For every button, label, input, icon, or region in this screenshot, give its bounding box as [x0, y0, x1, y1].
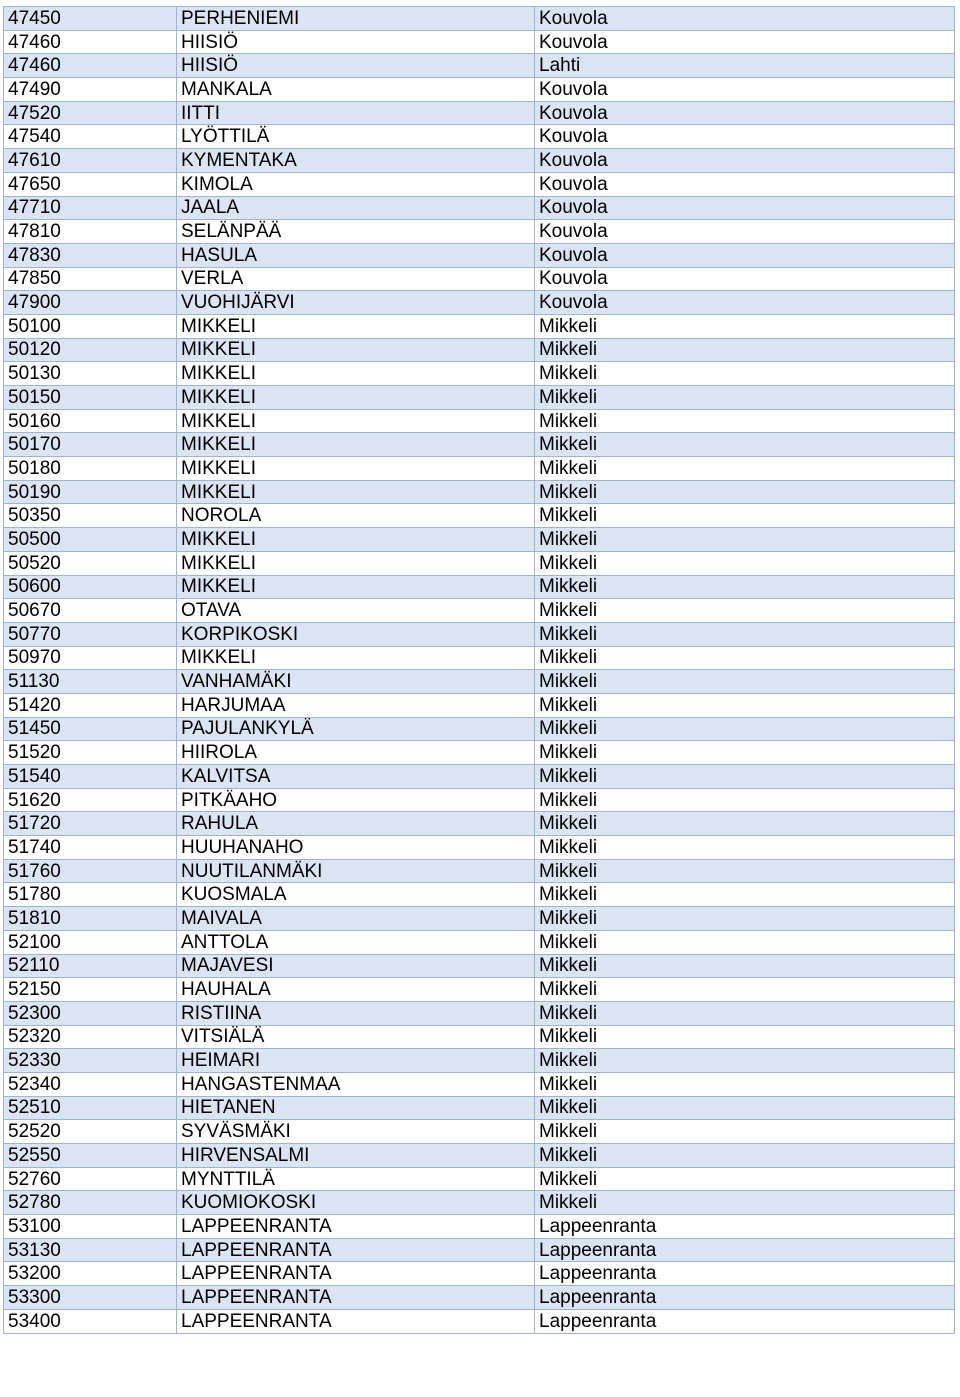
postal-code-cell: 47610 — [4, 149, 177, 173]
locality-cell: SELÄNPÄÄ — [177, 220, 535, 244]
postal-code-cell: 52510 — [4, 1096, 177, 1120]
region-cell: Mikkeli — [535, 386, 955, 410]
region-cell: Mikkeli — [535, 1120, 955, 1144]
table-row — [4, 646, 955, 670]
table-row — [4, 291, 955, 315]
region-cell: Mikkeli — [535, 693, 955, 717]
table-row — [4, 741, 955, 765]
region-cell: Mikkeli — [535, 599, 955, 623]
postal-code-cell: 53130 — [4, 1238, 177, 1262]
locality-cell: JAALA — [177, 196, 535, 220]
postal-code-cell: 50600 — [4, 575, 177, 599]
table-row — [4, 1144, 955, 1168]
table-row — [4, 409, 955, 433]
table-row — [4, 788, 955, 812]
postal-code-cell: 47900 — [4, 291, 177, 315]
postal-code-cell: 51420 — [4, 693, 177, 717]
locality-cell: HIIROLA — [177, 741, 535, 765]
table-row — [4, 1025, 955, 1049]
locality-cell: MIKKELI — [177, 551, 535, 575]
table-row — [4, 765, 955, 789]
table-row — [4, 622, 955, 646]
table-row — [4, 78, 955, 102]
postal-code-cell: 52550 — [4, 1144, 177, 1168]
table-row — [4, 101, 955, 125]
postal-code-cell: 51130 — [4, 670, 177, 694]
table-row — [4, 386, 955, 410]
postal-code-cell: 52300 — [4, 1001, 177, 1025]
postal-code-cell: 51520 — [4, 741, 177, 765]
locality-cell: MAIVALA — [177, 907, 535, 931]
table-row — [4, 1072, 955, 1096]
table-row — [4, 1238, 955, 1262]
locality-cell: KIMOLA — [177, 172, 535, 196]
region-cell: Mikkeli — [535, 528, 955, 552]
region-cell: Kouvola — [535, 243, 955, 267]
table-row — [4, 504, 955, 528]
locality-cell: RAHULA — [177, 812, 535, 836]
locality-cell: MANKALA — [177, 78, 535, 102]
locality-cell: MIKKELI — [177, 457, 535, 481]
locality-cell: KYMENTAKA — [177, 149, 535, 173]
table-row — [4, 480, 955, 504]
region-cell: Mikkeli — [535, 859, 955, 883]
table-row — [4, 954, 955, 978]
region-cell: Mikkeli — [535, 812, 955, 836]
postal-code-cell: 52780 — [4, 1191, 177, 1215]
postal-code-cell: 47850 — [4, 267, 177, 291]
locality-cell: PERHENIEMI — [177, 7, 535, 31]
locality-cell: HIETANEN — [177, 1096, 535, 1120]
postal-code-cell: 51740 — [4, 836, 177, 860]
table-row — [4, 362, 955, 386]
locality-cell: LAPPEENRANTA — [177, 1215, 535, 1239]
postal-code-cell: 47490 — [4, 78, 177, 102]
locality-cell: OTAVA — [177, 599, 535, 623]
region-cell: Mikkeli — [535, 717, 955, 741]
table-row — [4, 267, 955, 291]
postal-code-cell: 50150 — [4, 386, 177, 410]
table-row — [4, 1049, 955, 1073]
postal-code-cell: 47450 — [4, 7, 177, 31]
locality-cell: HIISIÖ — [177, 30, 535, 54]
table-row — [4, 1096, 955, 1120]
locality-cell: HANGASTENMAA — [177, 1072, 535, 1096]
region-cell: Kouvola — [535, 149, 955, 173]
postal-code-cell: 50100 — [4, 314, 177, 338]
postal-code-cell: 52330 — [4, 1049, 177, 1073]
postal-code-cell: 50500 — [4, 528, 177, 552]
postal-code-cell: 50170 — [4, 433, 177, 457]
locality-cell: NUUTILANMÄKI — [177, 859, 535, 883]
locality-cell: MAJAVESI — [177, 954, 535, 978]
table-row — [4, 575, 955, 599]
table-row — [4, 836, 955, 860]
postal-code-cell: 51620 — [4, 788, 177, 812]
postal-code-cell: 53200 — [4, 1262, 177, 1286]
table-row — [4, 1001, 955, 1025]
table-row — [4, 149, 955, 173]
postal-code-cell: 47540 — [4, 125, 177, 149]
postal-code-cell: 47810 — [4, 220, 177, 244]
table-row — [4, 220, 955, 244]
postal-code-cell: 53400 — [4, 1309, 177, 1333]
postal-code-cell: 51450 — [4, 717, 177, 741]
postal-code-cell: 50130 — [4, 362, 177, 386]
table-row — [4, 693, 955, 717]
postal-code-cell: 47460 — [4, 54, 177, 78]
region-cell: Kouvola — [535, 7, 955, 31]
locality-cell: HIISIÖ — [177, 54, 535, 78]
region-cell: Kouvola — [535, 101, 955, 125]
postal-code-cell: 50120 — [4, 338, 177, 362]
locality-cell: MIKKELI — [177, 480, 535, 504]
table-row — [4, 1215, 955, 1239]
region-cell: Kouvola — [535, 267, 955, 291]
locality-cell: MIKKELI — [177, 314, 535, 338]
region-cell: Mikkeli — [535, 362, 955, 386]
region-cell: Kouvola — [535, 196, 955, 220]
locality-cell: MIKKELI — [177, 433, 535, 457]
postal-code-cell: 51720 — [4, 812, 177, 836]
postal-code-cell: 50670 — [4, 599, 177, 623]
region-cell: Mikkeli — [535, 622, 955, 646]
postal-code-cell: 51780 — [4, 883, 177, 907]
locality-cell: SYVÄSMÄKI — [177, 1120, 535, 1144]
region-cell: Mikkeli — [535, 883, 955, 907]
region-cell: Kouvola — [535, 125, 955, 149]
postal-code-cell: 50970 — [4, 646, 177, 670]
table-row — [4, 1167, 955, 1191]
region-cell: Lappeenranta — [535, 1309, 955, 1333]
table-row — [4, 978, 955, 1002]
table-row — [4, 7, 955, 31]
locality-cell: HAUHALA — [177, 978, 535, 1002]
locality-cell: PAJULANKYLÄ — [177, 717, 535, 741]
table-row — [4, 54, 955, 78]
locality-cell: HEIMARI — [177, 1049, 535, 1073]
region-cell: Mikkeli — [535, 338, 955, 362]
postal-code-cell: 52760 — [4, 1167, 177, 1191]
region-cell: Mikkeli — [535, 1025, 955, 1049]
postal-code-cell: 52340 — [4, 1072, 177, 1096]
postal-code-cell: 47650 — [4, 172, 177, 196]
region-cell: Mikkeli — [535, 409, 955, 433]
locality-cell: PITKÄAHO — [177, 788, 535, 812]
locality-cell: HIRVENSALMI — [177, 1144, 535, 1168]
postal-code-cell: 52110 — [4, 954, 177, 978]
locality-cell: RISTIINA — [177, 1001, 535, 1025]
locality-cell: LAPPEENRANTA — [177, 1262, 535, 1286]
locality-cell: HASULA — [177, 243, 535, 267]
postal-code-cell: 47460 — [4, 30, 177, 54]
postal-code-cell: 50160 — [4, 409, 177, 433]
region-cell: Lappeenranta — [535, 1238, 955, 1262]
postal-code-cell: 47830 — [4, 243, 177, 267]
region-cell: Lappeenranta — [535, 1286, 955, 1310]
table-row — [4, 243, 955, 267]
postal-code-cell: 50190 — [4, 480, 177, 504]
region-cell: Mikkeli — [535, 504, 955, 528]
locality-cell: LYÖTTILÄ — [177, 125, 535, 149]
region-cell: Mikkeli — [535, 1167, 955, 1191]
region-cell: Mikkeli — [535, 314, 955, 338]
region-cell: Mikkeli — [535, 907, 955, 931]
postal-code-cell: 51760 — [4, 859, 177, 883]
table-row — [4, 1286, 955, 1310]
table-row — [4, 528, 955, 552]
locality-cell: HUUHANAHO — [177, 836, 535, 860]
locality-cell: MIKKELI — [177, 646, 535, 670]
region-cell: Mikkeli — [535, 575, 955, 599]
region-cell: Mikkeli — [535, 433, 955, 457]
region-cell: Kouvola — [535, 30, 955, 54]
table-row — [4, 338, 955, 362]
table-row — [4, 812, 955, 836]
locality-cell: KUOMIOKOSKI — [177, 1191, 535, 1215]
table-row — [4, 433, 955, 457]
table-row — [4, 1120, 955, 1144]
locality-cell: MIKKELI — [177, 575, 535, 599]
locality-cell: MYNTTILÄ — [177, 1167, 535, 1191]
postal-code-table — [3, 6, 955, 1334]
region-cell: Mikkeli — [535, 457, 955, 481]
locality-cell: ANTTOLA — [177, 930, 535, 954]
table-row — [4, 883, 955, 907]
postal-code-cell: 52100 — [4, 930, 177, 954]
table-row — [4, 172, 955, 196]
postal-code-cell: 50180 — [4, 457, 177, 481]
locality-cell: VITSIÄLÄ — [177, 1025, 535, 1049]
region-cell: Mikkeli — [535, 646, 955, 670]
table-row — [4, 30, 955, 54]
region-cell: Lappeenranta — [535, 1262, 955, 1286]
postal-code-table-body — [4, 7, 955, 1334]
postal-code-cell: 47520 — [4, 101, 177, 125]
locality-cell: MIKKELI — [177, 386, 535, 410]
postal-code-cell: 47710 — [4, 196, 177, 220]
table-row — [4, 125, 955, 149]
region-cell: Mikkeli — [535, 930, 955, 954]
table-row — [4, 196, 955, 220]
postal-code-cell: 50770 — [4, 622, 177, 646]
table-row — [4, 551, 955, 575]
region-cell: Mikkeli — [535, 836, 955, 860]
region-cell: Mikkeli — [535, 670, 955, 694]
table-row — [4, 599, 955, 623]
locality-cell: KALVITSA — [177, 765, 535, 789]
region-cell: Mikkeli — [535, 765, 955, 789]
region-cell: Kouvola — [535, 220, 955, 244]
locality-cell: HARJUMAA — [177, 693, 535, 717]
region-cell: Kouvola — [535, 291, 955, 315]
table-row — [4, 907, 955, 931]
locality-cell: LAPPEENRANTA — [177, 1238, 535, 1262]
locality-cell: MIKKELI — [177, 528, 535, 552]
region-cell: Kouvola — [535, 172, 955, 196]
region-cell: Mikkeli — [535, 1191, 955, 1215]
locality-cell: MIKKELI — [177, 409, 535, 433]
postal-code-cell: 52320 — [4, 1025, 177, 1049]
postal-code-cell: 53300 — [4, 1286, 177, 1310]
postal-code-cell: 52520 — [4, 1120, 177, 1144]
region-cell: Mikkeli — [535, 788, 955, 812]
postal-code-cell: 50520 — [4, 551, 177, 575]
postal-code-cell: 52150 — [4, 978, 177, 1002]
table-row — [4, 1191, 955, 1215]
region-cell: Mikkeli — [535, 480, 955, 504]
region-cell: Mikkeli — [535, 551, 955, 575]
region-cell: Mikkeli — [535, 1001, 955, 1025]
locality-cell: MIKKELI — [177, 338, 535, 362]
postal-code-cell: 50350 — [4, 504, 177, 528]
table-row — [4, 457, 955, 481]
locality-cell: NOROLA — [177, 504, 535, 528]
locality-cell: VANHAMÄKI — [177, 670, 535, 694]
region-cell: Mikkeli — [535, 954, 955, 978]
locality-cell: MIKKELI — [177, 362, 535, 386]
region-cell: Mikkeli — [535, 1096, 955, 1120]
region-cell: Mikkeli — [535, 1144, 955, 1168]
locality-cell: KUOSMALA — [177, 883, 535, 907]
region-cell: Mikkeli — [535, 1049, 955, 1073]
locality-cell: VUOHIJÄRVI — [177, 291, 535, 315]
region-cell: Lappeenranta — [535, 1215, 955, 1239]
table-row — [4, 859, 955, 883]
region-cell: Kouvola — [535, 78, 955, 102]
table-row — [4, 1309, 955, 1333]
table-row — [4, 670, 955, 694]
postal-code-cell: 53100 — [4, 1215, 177, 1239]
locality-cell: VERLA — [177, 267, 535, 291]
table-row — [4, 930, 955, 954]
region-cell: Mikkeli — [535, 741, 955, 765]
region-cell: Mikkeli — [535, 978, 955, 1002]
table-row — [4, 314, 955, 338]
locality-cell: KORPIKOSKI — [177, 622, 535, 646]
table-row — [4, 1262, 955, 1286]
locality-cell: IITTI — [177, 101, 535, 125]
postal-code-cell: 51810 — [4, 907, 177, 931]
table-row — [4, 717, 955, 741]
region-cell: Lahti — [535, 54, 955, 78]
locality-cell: LAPPEENRANTA — [177, 1309, 535, 1333]
region-cell: Mikkeli — [535, 1072, 955, 1096]
locality-cell: LAPPEENRANTA — [177, 1286, 535, 1310]
postal-code-cell: 51540 — [4, 765, 177, 789]
